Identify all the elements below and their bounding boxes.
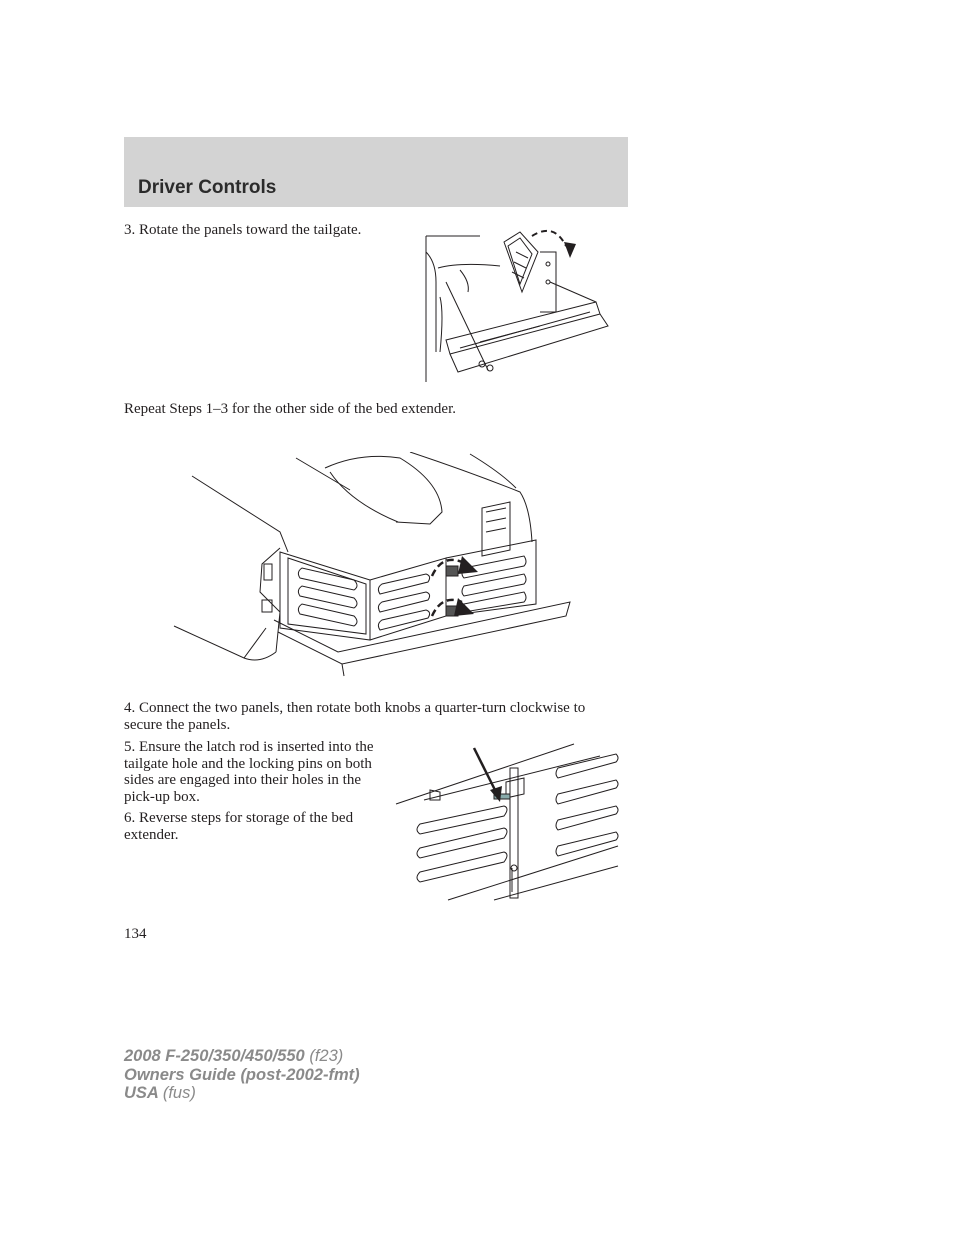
- step-6-text: 6. Reverse steps for storage of the bed extender.: [124, 810, 354, 843]
- step-4-text: 4. Connect the two panels, then rotate both knobs a quarter-turn clockwise to secure the panels.: [124, 700, 586, 733]
- latch-rod-illustration: [394, 742, 620, 904]
- footer-guide: Owners Guide (post-2002-fmt): [124, 1065, 360, 1084]
- footer-model-code: (f23): [309, 1047, 344, 1065]
- footer-region: USA: [124, 1084, 159, 1102]
- repeat-steps-text: Repeat Steps 1–3 for the other side of the bed extender.: [124, 401, 456, 417]
- footer-line-2: [124, 1066, 360, 1085]
- footer-line-3: [124, 1084, 360, 1103]
- step-3-text: 3. Rotate the panels toward the tailgate.: [124, 222, 362, 238]
- page-number: 134: [124, 926, 147, 942]
- footer-line-1: [124, 1047, 360, 1066]
- step-5-text: 5. Ensure the latch rod is inserted into the tailgate hole and the locking pins on both sides are engaged into their holes in the pick-up box.: [124, 739, 374, 805]
- panel-rotation-illustration: [420, 222, 620, 384]
- section-title: Driver Controls: [138, 177, 277, 198]
- footer: [124, 1047, 360, 1103]
- footer-model: 2008 F-250/350/450/550: [124, 1047, 305, 1065]
- header-band: [124, 137, 628, 207]
- bed-extender-knobs-illustration: [170, 452, 580, 677]
- footer-region-code: (fus): [162, 1084, 196, 1102]
